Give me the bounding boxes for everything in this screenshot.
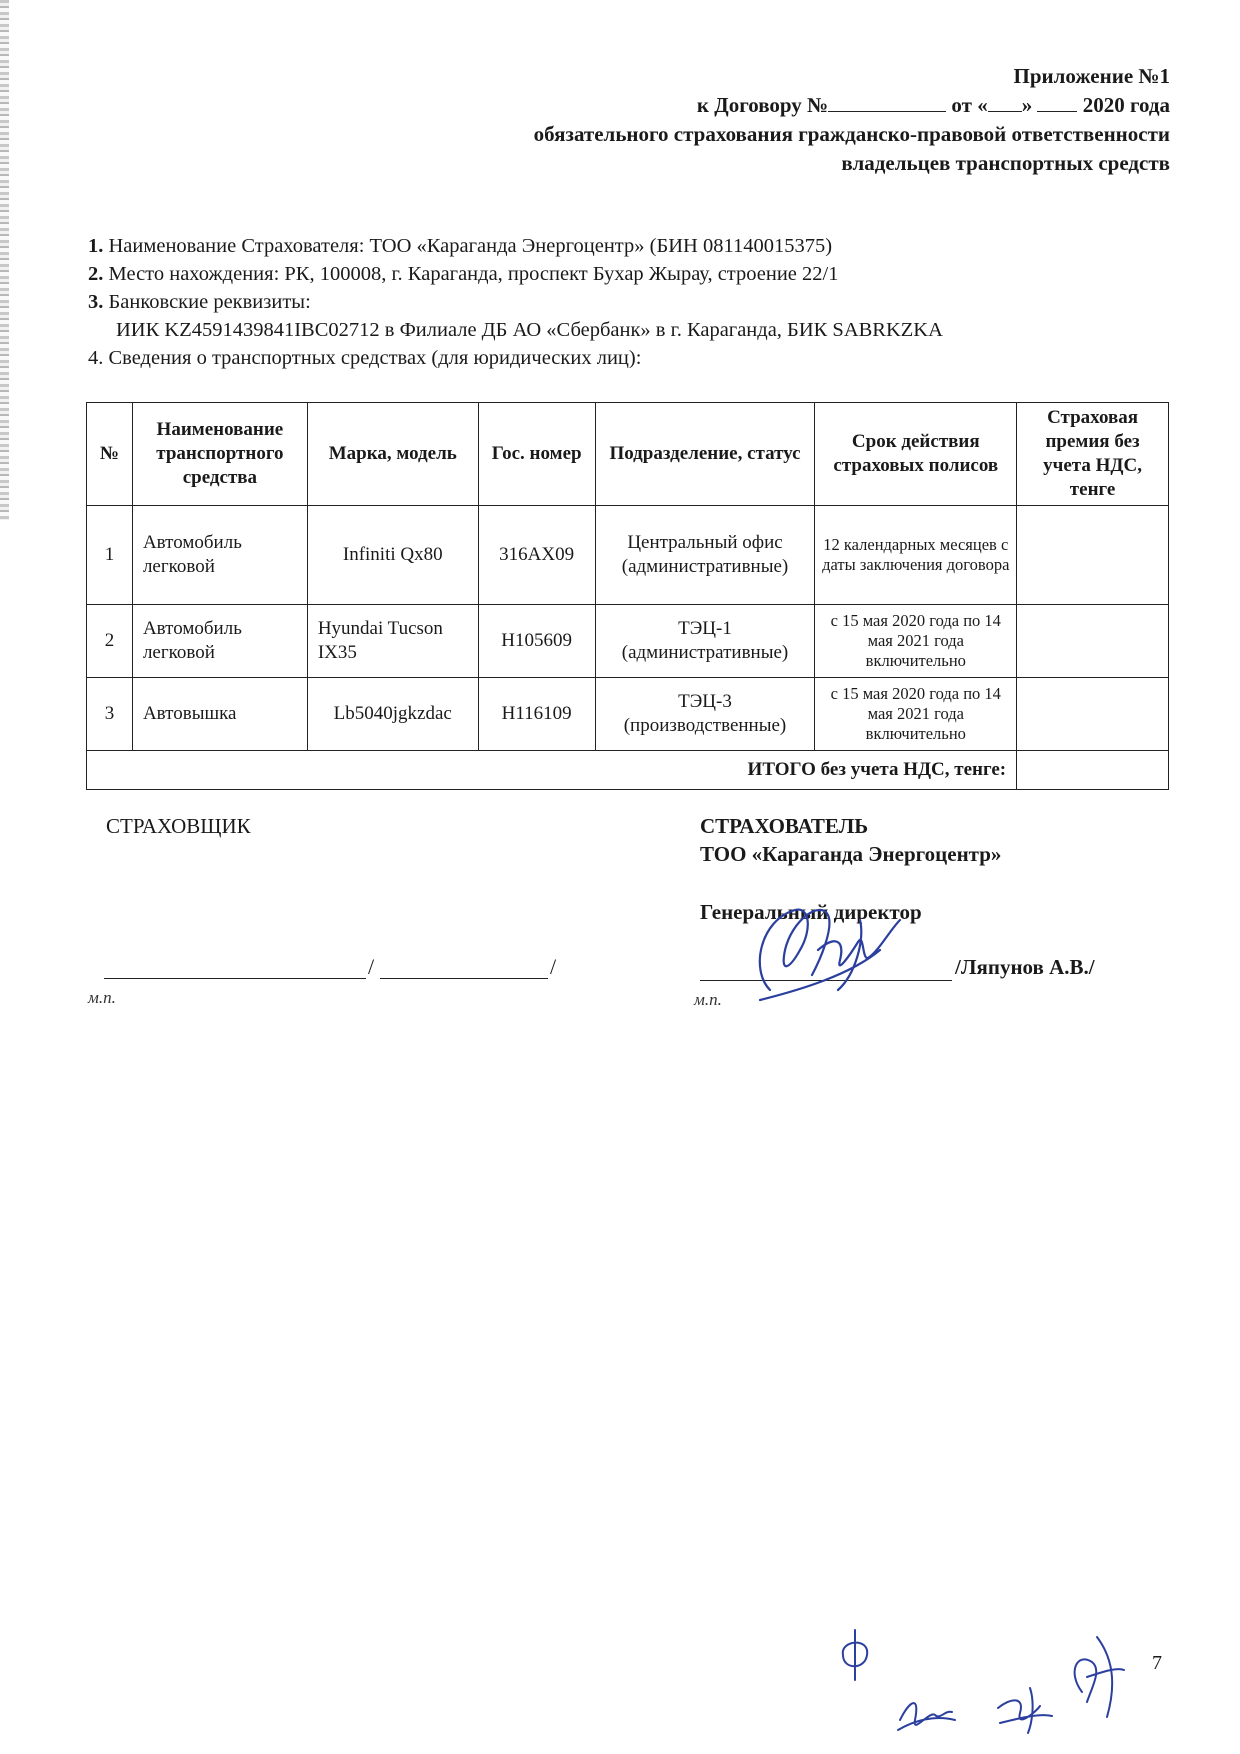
- table-row: [87, 605, 1169, 678]
- col-header-name: Наименование транспортного средства: [132, 403, 307, 506]
- table-total-row: [87, 751, 1169, 790]
- cell-name: Автомобиль легковой: [132, 605, 307, 678]
- cell-model: Hyundai Tucson IX35: [307, 605, 478, 678]
- insured-info: [88, 232, 1188, 372]
- contract-month-blank: [1037, 91, 1077, 112]
- insurance-type-line: обязательного страхования гражданско-правовой ответственности: [533, 122, 1170, 146]
- cell-division: ТЭЦ-3 (производственные): [595, 678, 815, 751]
- cell-premium: [1017, 506, 1169, 605]
- insurer-title: СТРАХОВЩИК: [106, 814, 251, 838]
- cell-plate: H116109: [478, 678, 595, 751]
- insurer-block: [106, 812, 251, 840]
- initial-signature-icon: [835, 1625, 875, 1685]
- cell-model: Infiniti Qx80: [307, 506, 478, 605]
- insured-company: ТОО «Караганда Энергоцентр»: [700, 842, 1002, 866]
- info-item-2: 2. Место нахождения: РК, 100008, г. Караганда, проспект Бухар Жырау, строение 22/1: [88, 263, 839, 285]
- cell-term: 12 календарных месяцев с даты заключения договора: [815, 506, 1017, 605]
- initial-signature-icon: [890, 1680, 960, 1740]
- director-signature-icon: [740, 880, 910, 1010]
- cell-num: 3: [87, 678, 133, 751]
- cell-model: Lb5040jgkzdac: [307, 678, 478, 751]
- info-item-4: 4. Сведения о транспортных средствах (для юридических лиц):: [88, 347, 642, 369]
- insurer-name-line: [380, 978, 548, 979]
- initial-signature-icon: [990, 1668, 1060, 1738]
- table-row: [87, 678, 1169, 751]
- cell-premium: [1017, 678, 1169, 751]
- bank-details: ИИК KZ4591439841IBC02712 в Филиале ДБ АО «Сбербанк» в г. Караганда, БИК SABRKZKA: [116, 319, 943, 341]
- col-header-num: №: [87, 403, 133, 506]
- signature-separator: /: [368, 954, 375, 979]
- table-row: [87, 506, 1169, 605]
- cell-term: с 15 мая 2020 года по 14 мая 2021 года включительно: [815, 605, 1017, 678]
- col-header-plate: Гос. номер: [478, 403, 595, 506]
- signature-separator: /: [550, 954, 557, 979]
- info-item-3: 3. Банковские реквизиты:: [88, 291, 311, 313]
- initial-signature-icon: [1062, 1632, 1132, 1722]
- insured-stamp-place: м.п.: [694, 990, 722, 1009]
- table-header-row: [87, 403, 1169, 506]
- col-header-premium: Страховая премия без учета НДС, тенге: [1017, 403, 1169, 506]
- cell-term: с 15 мая 2020 года по 14 мая 2021 года включительно: [815, 678, 1017, 751]
- cell-plate: H105609: [478, 605, 595, 678]
- insured-block: [700, 812, 1001, 868]
- total-value: [1017, 751, 1169, 790]
- cell-division: Центральный офис (административные): [595, 506, 815, 605]
- vehicles-table: [86, 402, 1169, 790]
- col-header-model: Марка, модель: [307, 403, 478, 506]
- insured-signer-name: /Ляпунов А.В./: [955, 955, 1095, 979]
- scan-edge-artifact: [0, 0, 9, 520]
- page-number: 7: [1152, 1652, 1162, 1674]
- cell-num: 2: [87, 605, 133, 678]
- cell-name: Автомобиль легковой: [132, 506, 307, 605]
- info-item-1: 1. Наименование Страхователя: ТОО «Караганда Энергоцентр» (БИН 081140015375): [88, 235, 833, 257]
- cell-name: Автовышка: [132, 678, 307, 751]
- contract-number-blank: [828, 91, 946, 112]
- cell-premium: [1017, 605, 1169, 678]
- insurer-signature-line: [104, 978, 366, 979]
- insurer-stamp-place: м.п.: [88, 988, 116, 1007]
- col-header-term: Срок действия страховых полисов: [815, 403, 1017, 506]
- contract-reference: к Договору № от « » 2020 года: [696, 93, 1170, 117]
- col-header-division: Подразделение, статус: [595, 403, 815, 506]
- insurance-type-line-2: владельцев транспортных средств: [841, 151, 1170, 175]
- total-label: ИТОГО без учета НДС, тенге:: [87, 751, 1017, 790]
- appendix-title: Приложение №1: [1013, 64, 1170, 88]
- cell-num: 1: [87, 506, 133, 605]
- cell-division: ТЭЦ-1 (административные): [595, 605, 815, 678]
- cell-plate: 316AX09: [478, 506, 595, 605]
- insured-position: Генеральный директор: [700, 900, 922, 924]
- appendix-header: [534, 62, 1170, 178]
- contract-day-blank: [988, 91, 1022, 112]
- insured-title: СТРАХОВАТЕЛЬ: [700, 814, 869, 838]
